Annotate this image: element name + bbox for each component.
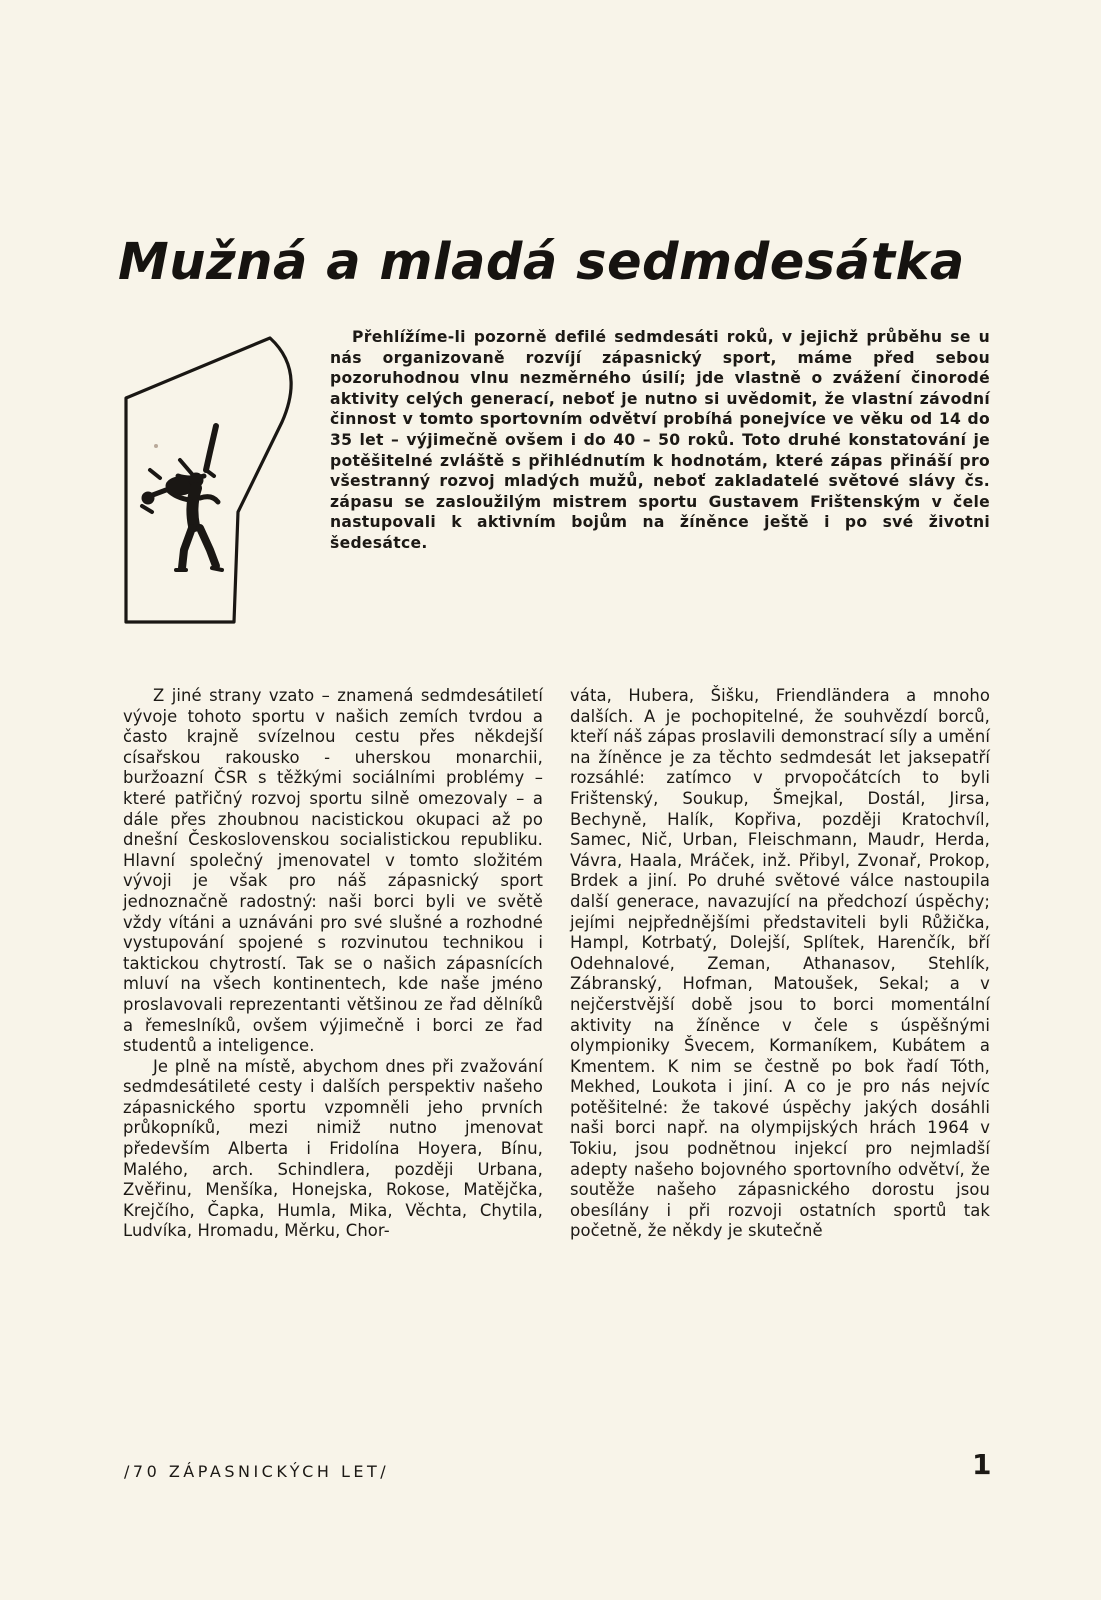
article-intro: Přehlížíme-li pozorně defilé sedmdesáti roků, v jejichž průběhu se u nás organizovaně rozvíjí zápasnický sport, máme před sebou pozoruhodnou vlnu nezměrného úsilí; jde vlastně o zvážení činorodé aktivity celých generací, neboť je nutno si uvědomit, že vlastní závodní činnost v tomto sportovním odvětví probíhá ponejvíce ve věku od 14 do 35 let – výjimečně ovšem i do 40 – 50 roků. Toto druhé konstatování je potěšitelné zvláště s přihlédnutím k hodnotám, které zápas přináší pro všestranný rozvoj mladých mužů, neboť zakladatelé světové slávy čs. zápasu se zasloužilým mistrem sportu Gustavem Frištenským v čele nastupovali k aktivním bojům na žíněnce ještě i po své životni šedesátce. xyxy=(330,328,990,552)
left-paragraph: Je plně na místě, abychom dnes při zvažování sedmdesátileté cesty i dalších perspektiv našeho zápasnického sportu vzpomněli jeho prvních průkopníků, mezi nimiž nutno jmenovat především Alberta i Fridolína Hoyera, Bínu, Malého, arch. Schindlera, později Urbana, Zvěřinu, Menšíka, Honejska, Rokose, Matějčka, Krejčího, Čapka, Humla, Mika, Věchta, Chytila, Ludvíka, Hromadu, Měrku, Chor- xyxy=(123,1056,543,1241)
emblem-frame xyxy=(126,338,291,622)
right-paragraph: váta, Hubera, Šišku, Friendländera a mnoho dalších. A je pochopitelné, že souhvězdí borců, kteří náš zápas proslavili demonstrací síly a umění na žíněnce je za těchto sedmdesát let jaksepatří rozsáhlé: zatímco v prvopočátcích to byli Frištenský, Soukup, Šmejkal, Dostál, Jirsa, Bechyně, Halík, Kopřiva, později Kratochvíl, Samec, Nič, Urban, Fleischmann, Maudr, Herda, Vávra, Haala, Mráček, inž. Přibyl, Zvonař, Prokop, Brdek a jiní. Po druhé světové válce nastoupila další generace, navazující na předchozí úspěchy; jejími nejpřednějšími představiteli byli Růžička, Hampl, Kotrbatý, Dolejší, Splítek, Harenčík, bří Odehnalové, Zeman, Athanasov, Stehlík, Zábranský, Hofman, Matoušek, Sekal; a v nejčerstvější době jsou to borci momentální aktivity na žíněnce v čele s úspěšnými olympioniky Švecem, Kormaníkem, Kubátem a Kmentem. K nim se čestně po bok řadí Tóth, Mekhed, Loukota i jiní. A co je pro nás nejvíc potěšitelné: že takové úspěchy jakých dosáhli naši borci např. na olympijských hrách 1964 v Tokiu, jsou podnětnou injekcí pro nejmladší adepty našeho bojovného sportovního odvětví, že soutěže našeho zápasnického dorostu jsou obesílány i při rozvoji ostatních sportů tak početně, že někdy je skutečně xyxy=(570,686,990,1241)
left-column xyxy=(123,686,543,1242)
running-footer: /70 ZÁPASNICKÝCH LET/ xyxy=(124,1462,390,1481)
wrestlers-emblem xyxy=(120,330,300,630)
wrestlers-icon xyxy=(120,330,300,630)
left-paragraph: Z jiné strany vzato – znamená sedmdesátiletí vývoje tohoto sportu v našich zemích tvrdou a často krajně svízelnou cestu přes někdejší císařskou rakousko - uherskou monarchii, buržoazní ČSR s těžkými sociálními problémy – které patřičný rozvoj sportu silně omezovaly – a dále přes zhoubnou nacistickou okupaci až po dnešní Československou socialistickou republiku. Hlavní společný jmenovatel v tomto složitém vývoji je však pro náš zápasnický sport jednoznačně radostný: naši borci byli ve světě vždy vítáni a uznáváni pro své slušné a rozhodné vystupování spojené s rozvinutou technikou i taktickou chytrostí. Tak se o našich zápasnících mluví na všech kontinentech, kde naše jméno proslavovali reprezentanti většinou ze řad dělníků a řemeslníků, ovšem výjimečně i borci ze řad studentů a inteligence. xyxy=(123,686,543,1056)
page-number: 1 xyxy=(972,1448,992,1481)
right-column xyxy=(570,686,990,1242)
page-title: Mužná a mladá sedmdesátka xyxy=(118,233,965,292)
